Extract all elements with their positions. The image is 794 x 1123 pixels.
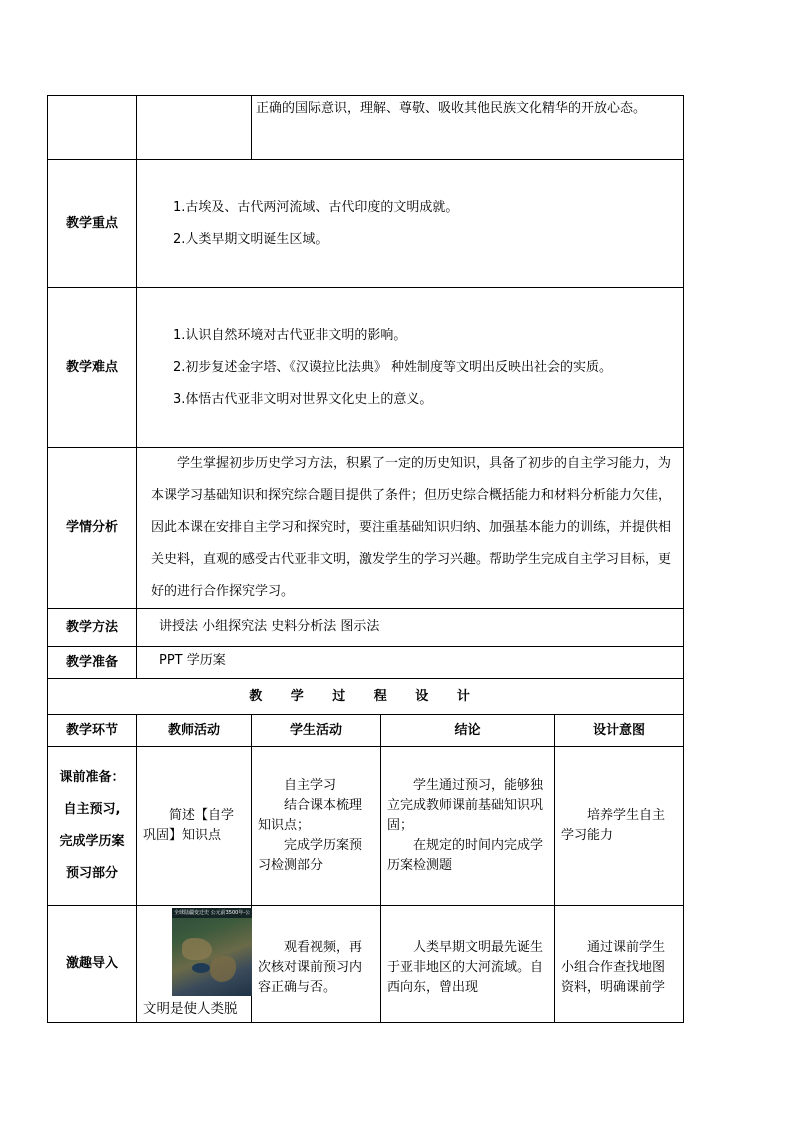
student-analysis-label: 学情分析: [48, 448, 137, 609]
conclusion-line: 学生通过预习，能够独立完成教师课前基础知识巩固；: [387, 778, 544, 833]
difficulty-item: 1.认识自然环境对古代亚非文明的影响。: [173, 327, 407, 343]
preparation-label: 教学准备: [48, 647, 137, 679]
header-stage: 教学环节: [48, 715, 137, 747]
difficulties-cell: [137, 288, 684, 448]
student-analysis-text: 学生掌握初步历史学习方法，积累了一定的历史知识，具备了初步的自主学习能力，为本课学习基础知识和探究综合题目提供了条件；但历史综合概括能力和材料分析能力欠佳，因此本课在安排自主学习和探究时，要注重基础知识归纳、加强基本能力的训练，并提供相关史料，直观的感受古代亚非文明，激发学生的学习兴趣。帮助学生完成自主学习目标，更好的进行合作探究学习。: [151, 456, 672, 599]
conclusion-text: 人类早期文明最先诞生于亚非地区的大河流域。自西向东，曾出现: [387, 940, 544, 995]
stage-line: 激趣导入: [65, 956, 118, 971]
process-row-preclass: [48, 747, 684, 906]
preparation-cell: [137, 647, 684, 679]
stage-line: 自主预习,: [63, 802, 121, 817]
teacher-activity-text: 文明是使人类脱: [143, 1001, 238, 1017]
student-analysis-cell: [137, 448, 684, 609]
intent-cell: [555, 906, 684, 1023]
stage-line: 课前准备：: [59, 770, 125, 785]
header-conclusion: 结论: [381, 715, 555, 747]
teacher-activity-text: 简述【自学巩固】知识点: [143, 808, 235, 843]
methods-cell: [137, 609, 684, 647]
map-sea-shape: [192, 963, 210, 973]
intent-cell: [555, 747, 684, 906]
difficulty-item: 2.初步复述金字塔、《汉谟拉比法典》 种姓制度等文明出反映出社会的实质。: [173, 359, 613, 375]
conclusion-cell: [381, 747, 555, 906]
header-teacher: 教师活动: [137, 715, 252, 747]
attitude-row: [48, 96, 684, 160]
intent-text: 通过课前学生小组合作查找地图资料，明确课前学: [561, 940, 666, 995]
process-header-row: [48, 715, 684, 747]
attitude-cell: [252, 96, 684, 160]
video-caption: 全球陆疆变迁史 公元前3500年-公: [174, 910, 251, 916]
map-land-shape: [210, 956, 236, 982]
attitude-text: 正确的国际意识，理解、尊敬、吸收其他民族文化精华的开放心态。: [256, 101, 647, 116]
methods-label: 教学方法: [48, 609, 137, 647]
empty-label-cell: [48, 96, 137, 160]
stage-cell: [48, 747, 137, 906]
key-points-cell: [137, 160, 684, 288]
stage-line: 完成学历案: [59, 834, 125, 849]
conclusion-line: 在规定的时间内完成学历案检测题: [387, 838, 544, 873]
methods-row: [48, 609, 684, 647]
conclusion-cell: [381, 906, 555, 1023]
key-point-item: 2.人类早期文明诞生区域。: [173, 231, 329, 247]
difficulties-row: [48, 288, 684, 448]
process-title: 教 学 过 程 设 计: [48, 679, 684, 715]
student-activity-text: 观看视频，再次核对课前预习内容正确与否。: [258, 940, 363, 995]
teacher-activity-cell: [137, 747, 252, 906]
header-intent: 设计意图: [555, 715, 684, 747]
difficulties-label: 教学难点: [48, 288, 137, 448]
process-title-row: [48, 679, 684, 715]
process-row-intro: [48, 906, 684, 1023]
student-activity-line: 结合课本梳理知识点；: [258, 798, 363, 833]
map-land-shape: [182, 938, 212, 960]
teacher-activity-cell: [137, 906, 252, 1023]
stage-cell: [48, 906, 137, 1023]
methods-text: 讲授法 小组探究法 史料分析法 图示法: [159, 619, 380, 634]
video-map-thumbnail[interactable]: [172, 908, 252, 996]
student-analysis-row: [48, 448, 684, 609]
student-activity-line: 完成学历案预习检测部分: [258, 838, 363, 873]
student-activity-line: 自主学习: [284, 778, 337, 793]
header-student: 学生活动: [252, 715, 381, 747]
preparation-text: PPT 学历案: [159, 653, 226, 668]
student-activity-cell: [252, 747, 381, 906]
key-point-item: 1.古埃及、古代两河流域、古代印度的文明成就。: [173, 199, 459, 215]
intent-text: 培养学生自主学习能力: [561, 808, 666, 843]
empty-sub-cell: [137, 96, 252, 160]
stage-line: 预习部分: [65, 866, 118, 881]
difficulty-item: 3.体悟古代亚非文明对世界文化史上的意义。: [173, 391, 433, 407]
lesson-plan-table: [47, 95, 684, 1023]
student-activity-cell: [252, 906, 381, 1023]
preparation-row: [48, 647, 684, 679]
key-points-row: [48, 160, 684, 288]
key-points-label: 教学重点: [48, 160, 137, 288]
